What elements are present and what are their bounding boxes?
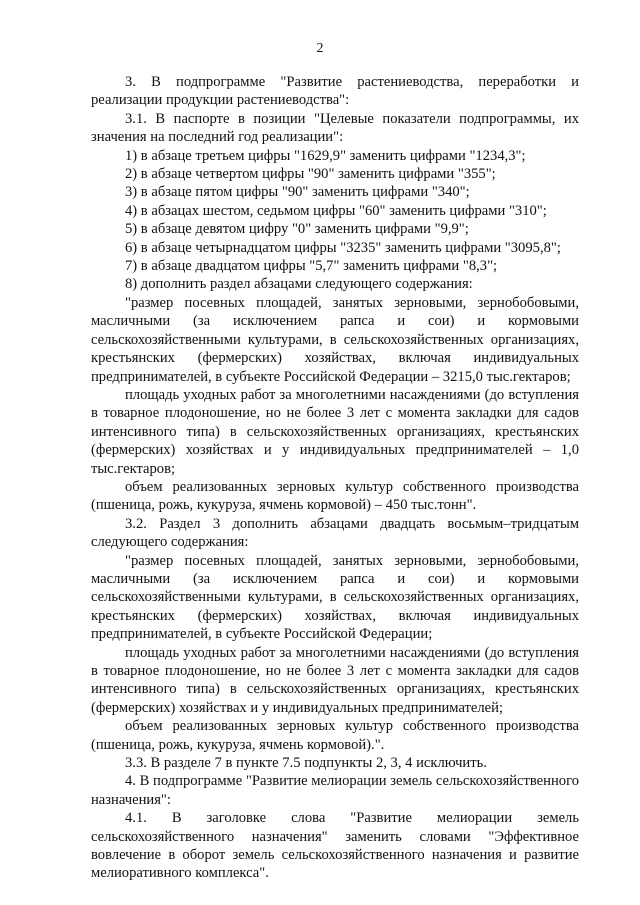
list-item: 4) в абзацах шестом, седьмом цифры "60" заменить цифрами "310"; [125,202,547,219]
paragraph-4-1: 4.1. В заголовке слова "Развитие мелиорации земель сельскохозяйственного назначения" заменить словами "Эффективное вовлечение в оборот земель сельскохозяйственного назначения и развитие мелиоративного комплекса". [91,810,579,882]
list-item: 8) дополнить раздел абзацами следующего содержания: [125,276,473,293]
list-item: 3) в абзаце пятом цифры "90" заменить цифрами "340"; [125,184,470,201]
added-paragraph: "размер посевных площадей, занятых зерновыми, зернобобовыми, масличными (за исключением рапса и сои) и кормовыми сельскохозяйственными культурами, в сельскохозяйственных организациях, крестьянских (фермерских) хозяйствах, включая индивидуальных предпринимателей, в субъекте Российской Федерации; [91,552,579,643]
added-paragraph: площадь уходных работ за многолетними насаждениями (до вступления в товарное плодоношение, но не более 3 лет с момента закладки для садов интенсивного типа) в сельскохозяйственных организациях, крестьянских (фермерских) хозяйствах и у индивидуальных предпринимателей – 1,0 тыс.гектаров; [91,386,579,477]
amendment-list-3-1 [91,147,579,294]
paragraph-4: 4. В подпрограмме "Развитие мелиорации земель сельскохозяйственного назначения": [91,773,579,808]
added-paragraph: объем реализованных зерновых культур собственного производства (пшеница, рожь, кукуруза, ячмень кормовой) – 450 тыс.тонн". [91,478,579,514]
list-item: 1) в абзаце третьем цифры "1629,9" заменить цифрами "1234,3"; [125,147,526,164]
page-number: 2 [316,41,324,56]
list-item: 7) в абзаце двадцатом цифры "5,7" заменить цифрами "8,3"; [125,258,498,275]
paragraph-3-2: 3.2. Раздел 3 дополнить абзацами двадцать восьмым–тридцатым следующего содержания: [91,515,579,551]
document-body [91,73,579,883]
list-item: 2) в абзаце четвертом цифры "90" заменить цифрами "355"; [125,166,496,183]
added-paragraph: площадь уходных работ за многолетними насаждениями (до вступления в товарное плодоношение, но не более 3 лет с момента закладки для садов интенсивного типа) в сельскохозяйственных организациях, крестьянских (фермерских) хозяйствах и у индивидуальных предпринимателей; [91,644,579,716]
list-item: 5) в абзаце девятом цифру "0" заменить цифрами "9,9"; [125,221,469,238]
added-paragraph: "размер посевных площадей, занятых зерновыми, зернобобовыми, масличными (за исключением рапса и сои) и кормовыми сельскохозяйственными культурами, в сельскохозяйственных организациях, крестьянских (фермерских) хозяйствах, включая индивидуальных предпринимателей, в субъекте Российской Федерации – 3215,0 тыс.гектаров; [91,294,579,385]
added-paragraph: объем реализованных зерновых культур собственного производства (пшеница, рожь, кукуруза, ячмень кормовой).". [91,718,579,753]
paragraph-3-1: 3.1. В паспорте в позиции "Целевые показатели подпрограммы, их значения на последний год реализации": [91,110,579,146]
paragraph-3-3: 3.3. В разделе 7 в пункте 7.5 подпункты 2, 3, 4 исключить. [125,755,487,772]
list-item: 6) в абзаце четырнадцатом цифры "3235" заменить цифрами "3095,8"; [125,239,561,256]
paragraph-3: 3. В подпрограмме "Развитие растениеводства, переработки и реализации продукции растениеводства": [91,74,579,109]
